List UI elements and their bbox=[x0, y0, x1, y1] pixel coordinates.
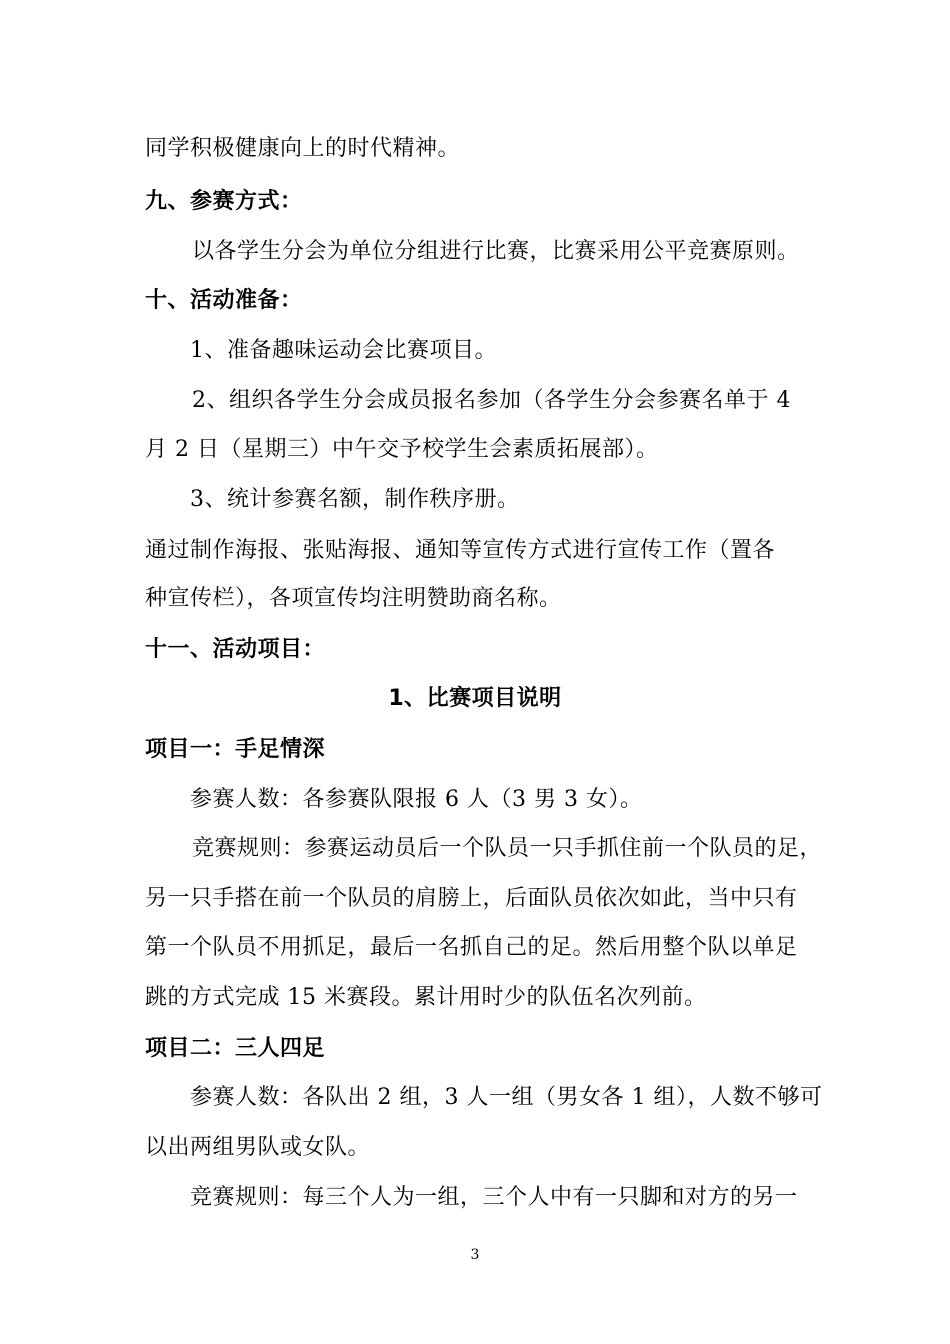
text-line: 以出两组男队或女队。 bbox=[145, 1135, 371, 1160]
paragraph-line: 参赛人数：各参赛队限报 6 人（3 男 3 女）。 bbox=[190, 787, 643, 812]
section-heading: 十一、活动项目： bbox=[145, 637, 326, 662]
item-heading: 项目一：手足情深 bbox=[145, 737, 326, 762]
text-line: 第一个队员不用抓足，最后一名抓自己的足。然后用整个队以单足 bbox=[145, 935, 798, 960]
item-heading: 项目二：三人四足 bbox=[145, 1036, 326, 1061]
text-line: 种宣传栏），各项宣传均注明赞助商名称。 bbox=[145, 586, 562, 611]
text-line: 月 2 日（星期三）中午交予校学生会素质拓展部）。 bbox=[145, 437, 659, 462]
text-line: 跳的方式完成 15 米赛段。累计用时少的队伍名次列前。 bbox=[145, 985, 707, 1010]
page-number: 3 bbox=[470, 1247, 480, 1263]
list-item: 2、组织各学生分会成员报名参加（各学生分会参赛名单于 4 bbox=[192, 388, 791, 413]
list-item: 3、统计参赛名额，制作秩序册。 bbox=[190, 487, 520, 512]
paragraph-line: 竞赛规则：参赛运动员后一个队员一只手抓住前一个队员的足， bbox=[192, 836, 823, 861]
text-line: 通过制作海报、张贴海报、通知等宣传方式进行宣传工作（置各 bbox=[145, 538, 776, 563]
subsection-title: 1、比赛项目说明 bbox=[388, 686, 562, 711]
section-heading: 十、活动准备： bbox=[145, 288, 303, 313]
text-line: 另一只手搭在前一个队员的肩膀上，后面队员依次如此，当中只有 bbox=[145, 886, 798, 911]
paragraph-line: 以各学生分会为单位分组进行比赛，比赛采用公平竞赛原则。 bbox=[192, 239, 800, 264]
text-line: 同学积极健康向上的时代精神。 bbox=[145, 136, 461, 161]
list-item: 1、准备趣味运动会比赛项目。 bbox=[190, 338, 497, 363]
paragraph-line: 竞赛规则：每三个人为一组，三个人中有一只脚和对方的另一 bbox=[190, 1185, 798, 1210]
section-heading: 九、参赛方式： bbox=[145, 189, 303, 214]
paragraph-line: 参赛人数：各队出 2 组，3 人一组（男女各 1 组），人数不够可 bbox=[190, 1085, 823, 1110]
